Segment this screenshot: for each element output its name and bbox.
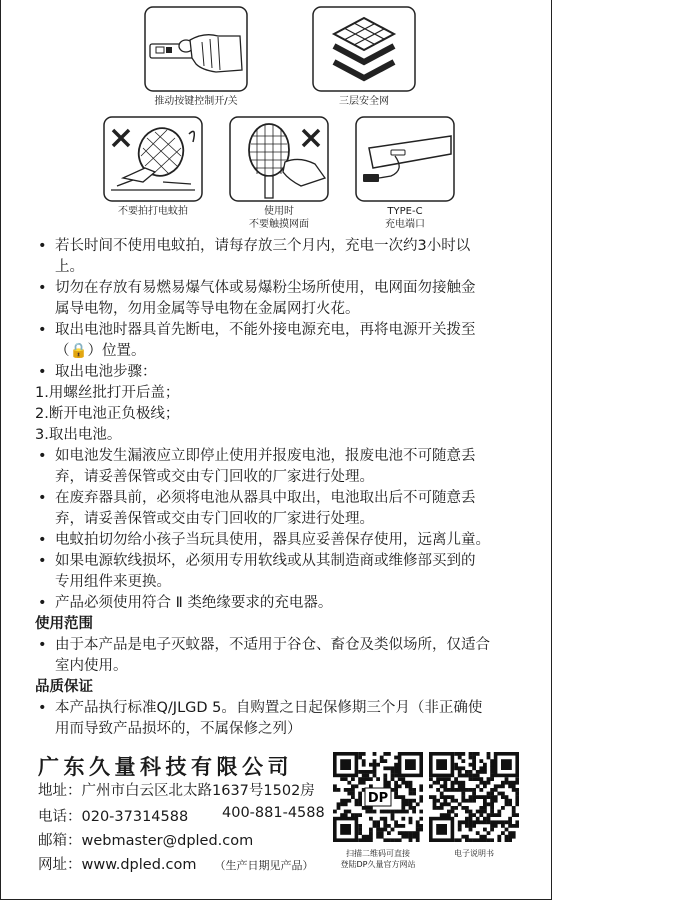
bullet-icon: •: [38, 448, 47, 464]
text-line: 若长时间不使用电蚊拍，请每存放三个月内，充电一次约3小时以: [55, 238, 471, 254]
three-layer-net-illustration: [312, 6, 416, 92]
no-hit-illustration: [103, 116, 203, 202]
qr-code-icon: [429, 752, 519, 842]
text-line: 1.用螺丝批打开后盖；: [35, 385, 180, 401]
text-line: 使用范围: [35, 616, 93, 632]
text-line: 品质保证: [35, 679, 93, 695]
text-line: 产品必须使用符合 Ⅱ 类绝缘要求的充电器。: [55, 595, 333, 611]
text-line: 本产品执行标准Q/JLGD 5。自购置之日起保修期三个月（非正确使: [55, 700, 483, 716]
website-url: 网址：www.dpled.com: [38, 857, 197, 873]
bullet-icon: •: [38, 700, 47, 716]
text-line: 专用组件来更换。: [55, 574, 171, 590]
bullet-icon: •: [38, 364, 47, 380]
section-heading: [35, 677, 528, 698]
no-hit-racket-icon: [103, 116, 203, 202]
bullet-item: [38, 698, 528, 740]
production-date-note: （生产日期见产品）: [214, 859, 314, 872]
bullet-icon: •: [38, 238, 47, 254]
bullet-icon: •: [38, 553, 47, 569]
qr-caption: 电子说明书: [454, 849, 494, 858]
bullet-item: [38, 488, 528, 530]
instructions-list: [35, 236, 528, 740]
illustration-caption: 不要拍打电蚊拍: [118, 206, 188, 217]
section-heading: [35, 614, 528, 635]
bullet-item: [38, 446, 528, 488]
usb-cable-icon: [355, 116, 455, 202]
text-line: 由于本产品是电子灭蚊器，不适用于谷仓、畜仓及类似场所，仅适合: [55, 637, 490, 653]
text-line: 用而导致产品损坏的，不属保修之列）: [55, 721, 302, 737]
bullet-icon: •: [38, 532, 47, 548]
text-line: 如果电源软线损坏，必须用专用软线或从其制造商或维修部买到的: [55, 553, 476, 569]
hand-pushing-switch-icon: [144, 6, 248, 92]
text-line: 弃，请妥善保管或交由专门回收的厂家进行处理。: [55, 511, 374, 527]
qr-code-icon: [333, 752, 423, 842]
no-touch-illustration: [229, 116, 329, 202]
text-line: 在废弃器具前，必须将电池从器具中取出，电池取出后不可随意丢: [55, 490, 476, 506]
text-line: 弃，请妥善保管或交由专门回收的厂家进行处理。: [55, 469, 374, 485]
no-touch-net-icon: [229, 116, 329, 202]
company-website: [38, 853, 314, 874]
text-line: 2.断开电池正负极线；: [35, 406, 180, 422]
bullet-icon: •: [38, 595, 47, 611]
text-line: 3.取出电池。: [35, 427, 122, 443]
qr-caption: 扫描二维码可直接 登陆DP久量官方网站: [340, 849, 416, 869]
text-line: 属导电物，勿用金属等导电物在金属网打火花。: [55, 301, 360, 317]
text-line: 取出电池步骤：: [55, 364, 157, 380]
typec-port-illustration: [355, 116, 455, 202]
bullet-item: [38, 635, 528, 677]
text-line: 如电池发生漏液应立即停止使用并报废电池，报废电池不可随意丢: [55, 448, 476, 464]
text-line: 室内使用。: [55, 658, 128, 674]
bullet-item: [38, 593, 528, 614]
illustration-caption: TYPE-C 充电端口: [385, 206, 425, 230]
hotline-number: 400-881-4588: [222, 805, 325, 821]
bullet-item: [38, 320, 528, 362]
bullet-item: [38, 362, 528, 383]
illustration-caption: 三层安全网: [339, 96, 389, 107]
text-line: 上。: [55, 259, 84, 275]
company-name: 广东久量科技有限公司: [38, 755, 293, 779]
illustration-caption: 使用时 不要触摸网面: [249, 206, 309, 230]
text-line: （🔒）位置。: [55, 343, 146, 359]
step-item: [35, 383, 528, 404]
qr-logo: DP: [367, 791, 389, 806]
bullet-item: [38, 551, 528, 593]
bullet-icon: •: [38, 322, 47, 338]
step-item: [35, 404, 528, 425]
bullet-item: [38, 278, 528, 320]
company-phone: [38, 805, 325, 826]
company-address: 地址：广州市白云区北太路1637号1502房: [38, 783, 315, 799]
push-switch-illustration: [144, 6, 248, 92]
text-line: 取出电池时器具首先断电，不能外接电源充电，再将电源开关拨至: [55, 322, 476, 338]
qr-manual-code: [429, 752, 519, 846]
company-email: 邮箱：webmaster@dpled.com: [38, 833, 254, 849]
bullet-icon: •: [38, 280, 47, 296]
bullet-item: [38, 236, 528, 278]
layers-icon: [312, 6, 416, 92]
illustration-caption: 推动按键控制开/关: [154, 96, 238, 107]
qr-official-code: [333, 752, 423, 846]
text-line: 切勿在存放有易燃易爆气体或易爆粉尘场所使用，电网面勿接触金: [55, 280, 476, 296]
bullet-icon: •: [38, 490, 47, 506]
step-item: [35, 425, 528, 446]
bullet-icon: •: [38, 637, 47, 653]
phone-number: 电话：020-37314588: [38, 809, 189, 825]
text-line: 电蚊拍切勿给小孩子当玩具使用，器具应妥善保存使用，远离儿童。: [55, 532, 490, 548]
bullet-item: [38, 530, 528, 551]
